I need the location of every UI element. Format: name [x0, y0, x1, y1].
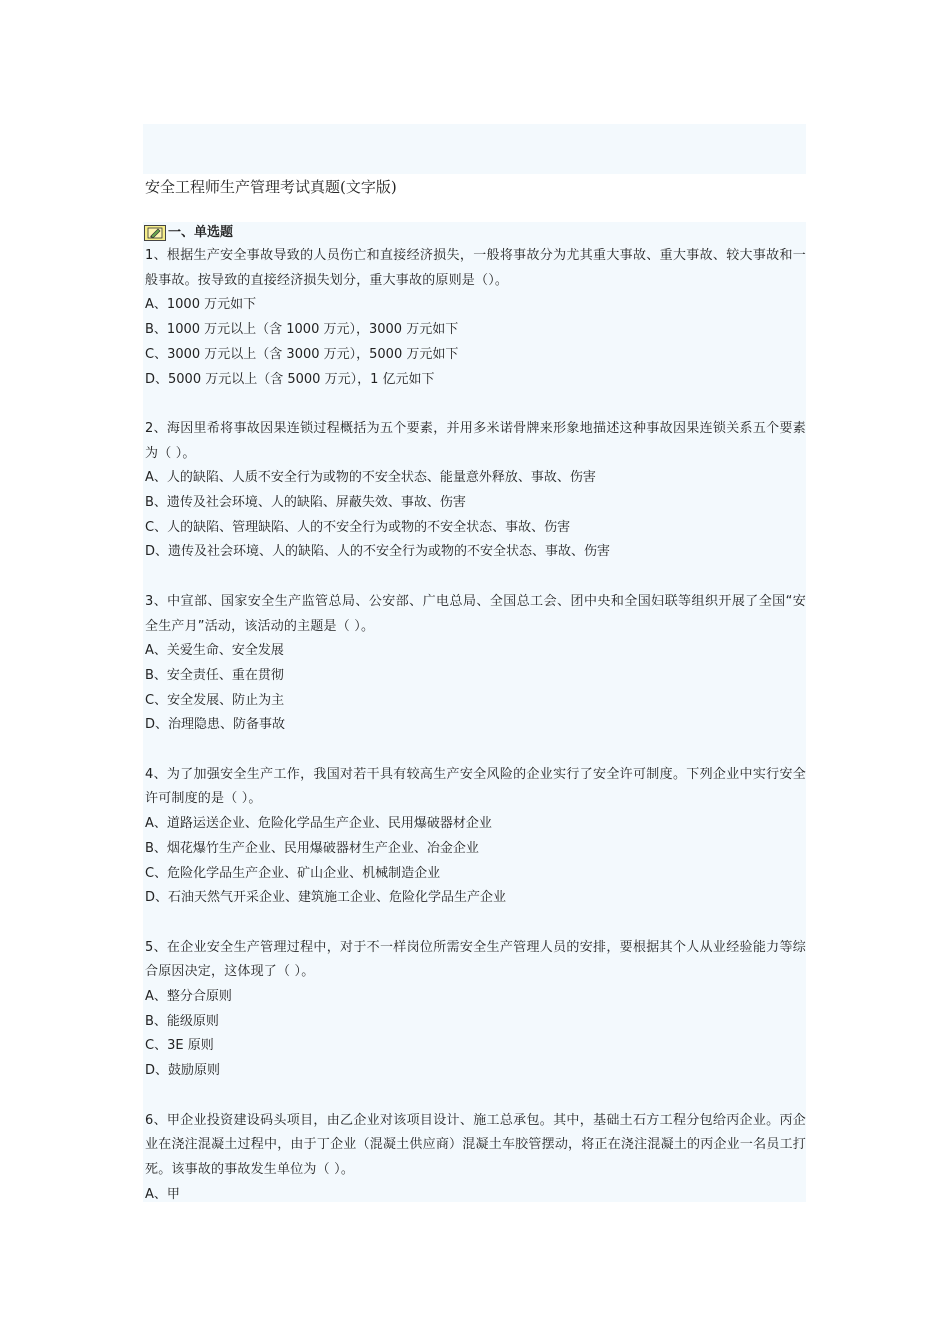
question-stem: 1、根据生产安全事故导致的人员伤亡和直接经济损失，一般将事故分为尤其重大事故、重大事故、较大事故和一般事故。按导致的直接经济损失划分，重大事故的原则是（）。 — [145, 248, 806, 288]
question-stem: 2、海因里希将事故因果连锁过程概括为五个要素，并用多米诺骨牌来形象地描述这种事故因果连锁关系五个要素为（ ）。 — [145, 420, 806, 461]
header-band — [143, 124, 806, 174]
option-d: D、石油天然气开采企业、建筑施工企业、危险化学品生产企业 — [145, 890, 507, 906]
section-title: 一、单选题 — [168, 225, 234, 240]
pencil-note-icon — [144, 225, 166, 241]
question-4 — [143, 763, 806, 936]
option-c: C、危险化学品生产企业、矿山企业、机械制造企业 — [145, 865, 441, 881]
question-3 — [143, 590, 806, 763]
option-a: A、整分合原则 — [145, 989, 232, 1005]
option-d: D、5000 万元以上（含 5000 万元），1 亿元如下 — [145, 371, 435, 387]
option-a: A、关爱生命、安全发展 — [145, 643, 284, 659]
option-b: B、遗传及社会环境、人的缺陷、屏蔽失效、事故、伤害 — [145, 495, 466, 511]
question-stem: 4、为了加强安全生产工作，我国对若干具有较高生产安全风险的企业实行了安全许可制度。下列企业中实行安全许可制度的是（ ）。 — [145, 766, 806, 807]
option-a: A、甲 — [145, 1186, 180, 1202]
option-b: B、能级原则 — [145, 1013, 219, 1029]
option-c: C、人的缺陷、管理缺陷、人的不安全行为或物的不安全状态、事故、伤害 — [145, 519, 571, 535]
question-6 — [143, 1109, 806, 1202]
question-1 — [143, 244, 806, 417]
question-stem: 6、甲企业投资建设码头项目，由乙企业对该项目设计、施工总承包。其中，基础土石方工程分包给丙企业。丙企业在浇注混凝土过程中，由于丁企业（混凝土供应商）混凝土车胶管摆动，将正在浇注混凝土的丙企业一名员工打死。该事故的事故发生单位为（ ）。 — [145, 1112, 806, 1177]
option-c: C、3000 万元以上（含 3000 万元），5000 万元如下 — [145, 346, 459, 362]
option-b: B、1000 万元以上（含 1000 万元），3000 万元如下 — [145, 322, 459, 338]
option-a: A、人的缺陷、人质不安全行为或物的不安全状态、能量意外释放、事故、伤害 — [145, 470, 596, 486]
section-header — [143, 222, 806, 244]
option-d: D、治理隐患、防备事故 — [145, 717, 286, 733]
option-d: D、鼓励原则 — [145, 1063, 221, 1079]
document-title: 安全工程师生产管理考试真题(文字版) — [145, 178, 397, 196]
option-b: B、安全责任、重在贯彻 — [145, 667, 284, 683]
option-d: D、遗传及社会环境、人的缺陷、人的不安全行为或物的不安全状态、事故、伤害 — [145, 544, 611, 560]
question-stem: 3、中宣部、国家安全生产监管总局、公安部、广电总局、全国总工会、团中央和全国妇联等组织开展了全国“安全生产月”活动，该活动的主题是（ ）。 — [145, 593, 806, 634]
question-stem: 5、在企业安全生产管理过程中，对于不一样岗位所需安全生产管理人员的安排，要根据其个人从业经验能力等综合原因决定，这体现了（ ）。 — [145, 939, 806, 980]
option-a: A、道路运送企业、危险化学品生产企业、民用爆破器材企业 — [145, 816, 492, 832]
question-panel — [143, 222, 806, 1202]
option-c: C、安全发展、防止为主 — [145, 692, 285, 708]
question-2 — [143, 417, 806, 590]
question-5 — [143, 936, 806, 1109]
option-a: A、1000 万元如下 — [145, 297, 257, 313]
option-c: C、3E 原则 — [145, 1038, 214, 1054]
option-b: B、烟花爆竹生产企业、民用爆破器材生产企业、冶金企业 — [145, 840, 479, 856]
